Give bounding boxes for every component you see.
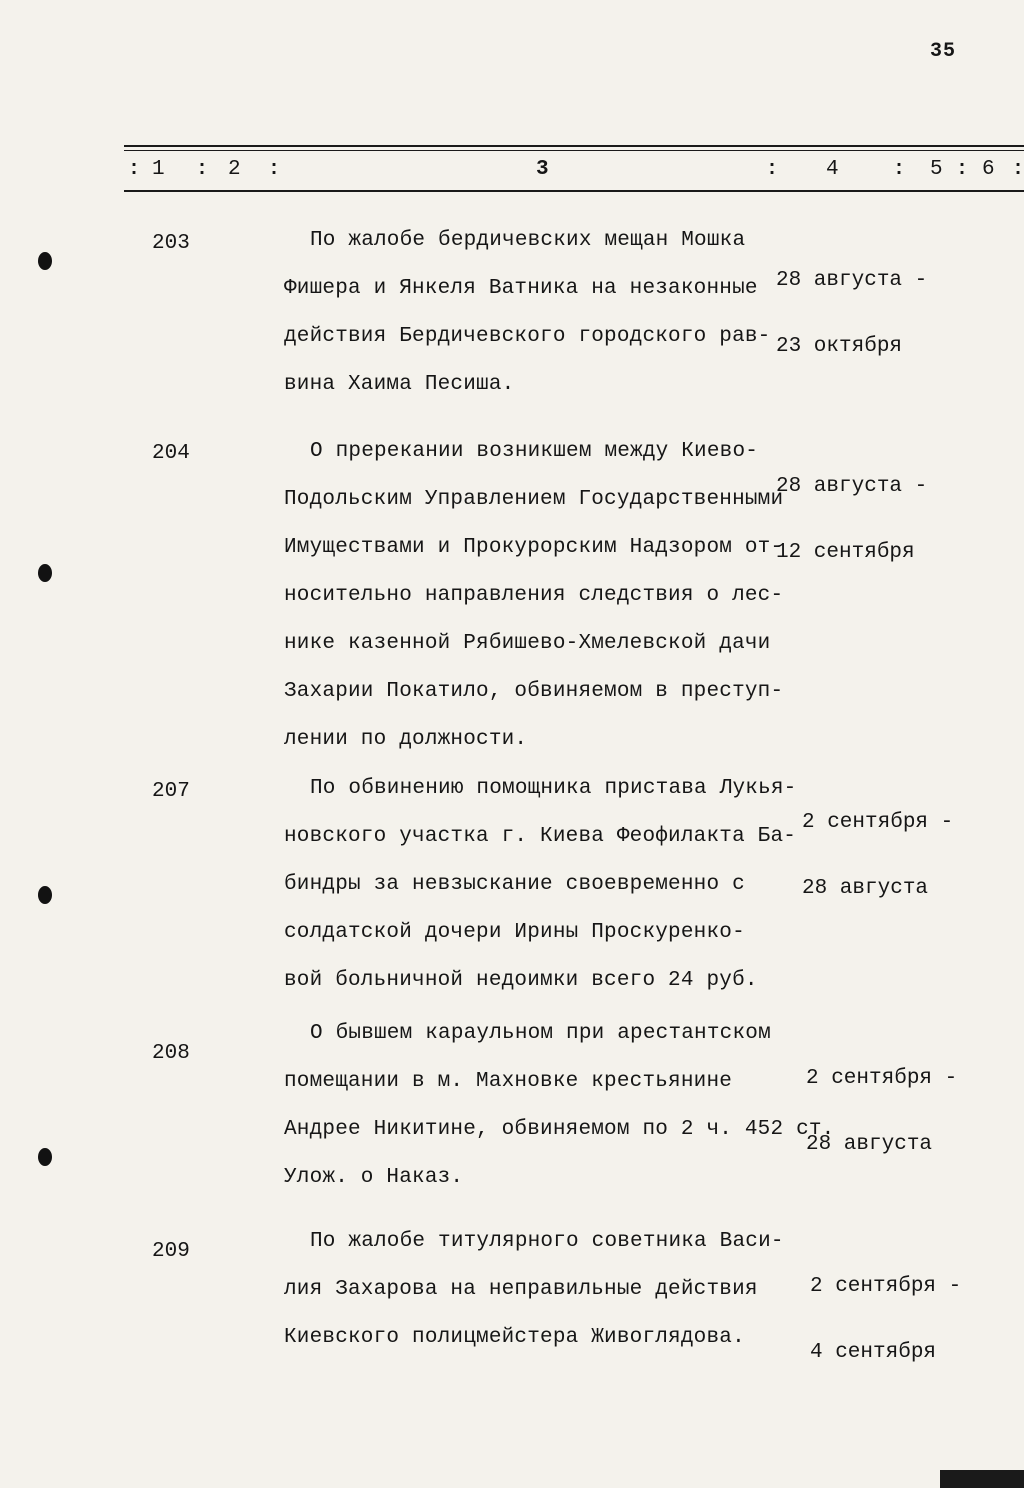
header-column-5: 5 xyxy=(930,158,943,181)
punch-hole xyxy=(38,252,52,270)
date-start: 28 августа - xyxy=(776,475,928,498)
record-line: нике казенной Рябишево-Хмелевской дачи xyxy=(284,632,771,655)
record-number: 204 xyxy=(152,442,190,465)
record-dates xyxy=(776,226,927,402)
date-start: 28 августа - xyxy=(776,269,928,292)
record-line: новского участка г. Киева Феофилакта Ба- xyxy=(284,825,797,848)
column-separator: : xyxy=(268,158,281,181)
date-start: 2 сентября - xyxy=(806,1067,958,1090)
record-line: лия Захарова на неправильные действия xyxy=(284,1278,758,1301)
record-line: носительно направления следствия о лес- xyxy=(284,584,784,607)
record-line: действия Бердичевского городского рав- xyxy=(284,325,771,348)
header-column-1: 1 xyxy=(152,158,165,181)
record-dates xyxy=(810,1232,961,1408)
record-dates xyxy=(802,768,953,944)
header-column-3: 3 xyxy=(536,158,549,181)
record-line: О пререкании возникшем между Киево- xyxy=(310,440,759,463)
date-end: 4 сентября xyxy=(810,1341,937,1364)
record-line: По жалобе бердичевских мещан Мошка xyxy=(310,229,746,252)
record-line: Захарии Покатило, обвиняемом в преступ- xyxy=(284,680,784,703)
header-column-4: 4 xyxy=(826,158,839,181)
punch-hole xyxy=(38,886,52,904)
column-separator: : xyxy=(956,158,969,181)
record-line: Андрее Никитине, обвиняемом по 2 ч. 452 ст. xyxy=(284,1118,835,1141)
record-line: Улож. о Наказ. xyxy=(284,1166,464,1189)
header-rule-bottom xyxy=(124,190,1024,192)
column-separator: : xyxy=(1012,158,1024,181)
column-separator: : xyxy=(196,158,209,181)
record-description xyxy=(284,765,804,1005)
date-end: 28 августа xyxy=(806,1133,933,1156)
record-description xyxy=(284,1010,844,1202)
record-line: Киевского полицмейстера Живоглядова. xyxy=(284,1326,745,1349)
record-line: О бывшем караульном при арестантском xyxy=(310,1022,771,1045)
record-description xyxy=(284,217,804,409)
record-line: Имуществами и Прокурорским Надзором от- xyxy=(284,536,784,559)
date-end: 28 августа xyxy=(802,877,929,900)
header-column-6: 6 xyxy=(982,158,995,181)
record-line: помещании в м. Махновке крестьянине xyxy=(284,1070,733,1093)
record-line: По обвинению помощника пристава Лукья- xyxy=(310,777,797,800)
column-separator: : xyxy=(893,158,906,181)
header-rule-top xyxy=(124,145,1024,147)
date-end: 12 сентября xyxy=(776,541,915,564)
record-line: Подольским Управлением Государственными xyxy=(284,488,784,511)
punch-hole xyxy=(38,564,52,582)
scan-edge-mark xyxy=(940,1470,1024,1488)
record-line: вой больничной недоимки всего 24 руб. xyxy=(284,969,758,992)
record-line: солдатской дочери Ирины Проскуренко- xyxy=(284,921,745,944)
header-column-2: 2 xyxy=(228,158,241,181)
record-number: 209 xyxy=(152,1240,190,1263)
record-line: лении по должности. xyxy=(284,728,528,751)
column-separator: : xyxy=(128,158,141,181)
record-number: 203 xyxy=(152,232,190,255)
record-dates xyxy=(806,1024,957,1200)
punch-hole xyxy=(38,1148,52,1166)
record-line: Фишера и Янкеля Ватника на незаконные xyxy=(284,277,758,300)
date-end: 23 октября xyxy=(776,335,903,358)
page-number: 35 xyxy=(930,40,957,63)
record-line: биндры за невзыскание своевременно с xyxy=(284,873,745,896)
record-description xyxy=(284,1218,804,1362)
date-start: 2 сентября - xyxy=(802,811,954,834)
header-rule-top-thin xyxy=(124,150,1024,151)
record-number: 207 xyxy=(152,780,190,803)
record-number: 208 xyxy=(152,1042,190,1065)
record-line: По жалобе титулярного советника Васи- xyxy=(310,1230,784,1253)
record-line: вина Хаима Песиша. xyxy=(284,373,515,396)
date-start: 2 сентября - xyxy=(810,1275,962,1298)
record-description xyxy=(284,428,804,764)
column-separator: : xyxy=(766,158,779,181)
record-dates xyxy=(776,432,927,608)
